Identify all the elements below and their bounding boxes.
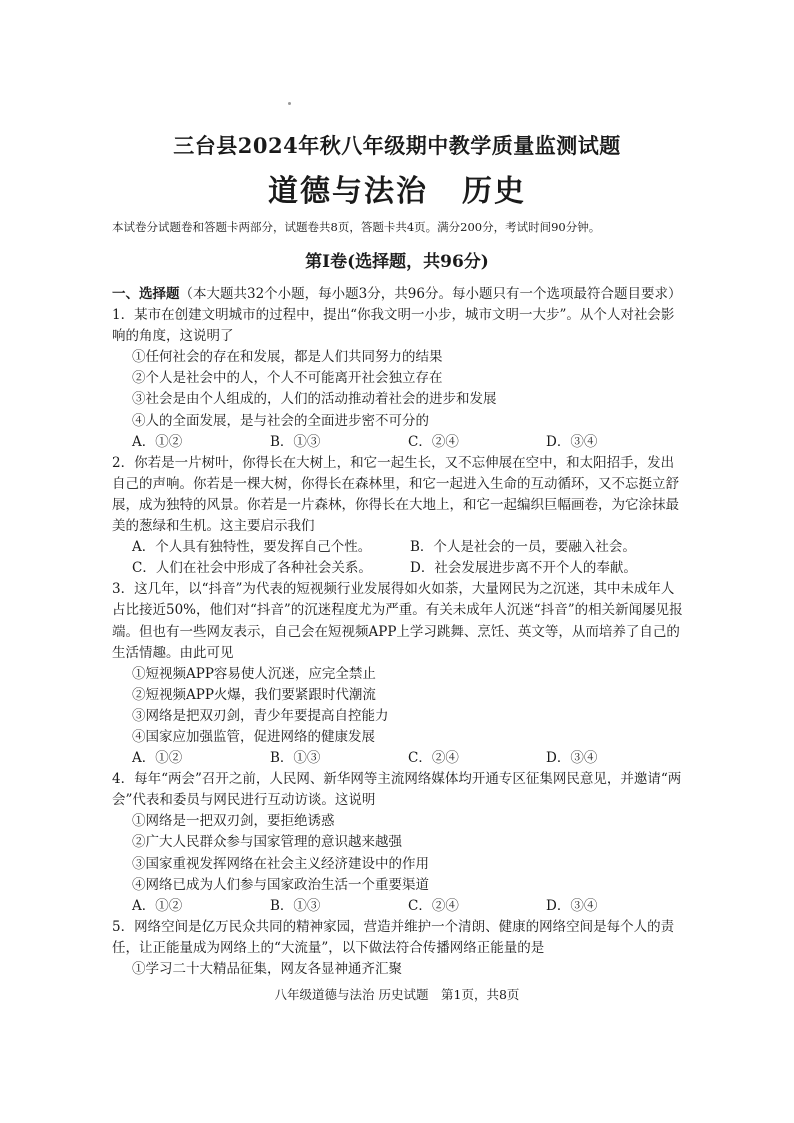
statement-item: ③社会是由个人组成的，人们的活动推动着社会的进步和发展: [132, 391, 497, 408]
option-c: C．②④: [408, 433, 459, 450]
question-3: [112, 579, 694, 769]
answer-options: [112, 432, 694, 453]
statement-item: ④人的全面发展，是与社会的全面进步密不可分的: [132, 412, 429, 429]
subject-morality-law: 道德与法治: [268, 174, 428, 209]
question-stem-line: 5．网络空间是亿万民众共同的精神家园，营造并维护一个清朗、健康的网络空间是每个人的责: [112, 918, 675, 935]
answer-options: [112, 537, 694, 558]
question-stem-line: 展，成为独特的风景。你若是一片森林，你得长在大地上，和它一起编织巨幅画卷，为它涂抹最: [112, 496, 679, 513]
part-title: 第Ⅰ卷(选择题，共96分): [305, 252, 489, 272]
question-stem-line: 端。但也有一些网友表示，自己会在短视频APP上学习跳舞、烹饪、英文等，从而培养了自己的: [112, 623, 680, 640]
option-d: D．③④: [546, 433, 598, 450]
option-a: A．①②: [132, 897, 183, 914]
question-5: [112, 917, 694, 980]
question-stem-line: 会”代表和委员与网民进行互动访谈。这说明: [112, 792, 376, 809]
option-b: B．①③: [270, 750, 321, 767]
statement-item: ③网络是把双刃剑，青少年要提高自控能力: [132, 707, 389, 724]
statement-item: ①短视频APP容易使人沉迷，应完全禁止: [132, 665, 376, 682]
question-stem-line: 3．这几年，以“抖音”为代表的短视频行业发展得如火如荼，大量网民为之沉迷，其中未成年人: [112, 581, 675, 598]
question-2: [112, 453, 694, 580]
question-1: [112, 305, 694, 453]
scan-speck: [288, 102, 291, 105]
question-stem-line: 2．你若是一片树叶，你得长在大树上，和它一起生长，又不忘伸展在空中，和太阳招手，发出: [112, 454, 675, 471]
question-stem-line: 占比接近50%，他们对“抖音”的沉迷程度尤为严重。有关未成年人沉迷“抖音”的相关新闻屡见报: [112, 602, 683, 619]
statement-item: ①网络是一把双刃剑，要拒绝诱惑: [132, 813, 335, 830]
statement-item: ②短视频APP火爆，我们要紧跟时代潮流: [132, 686, 376, 703]
exam-title: 三台县2024年秋八年级期中教学质量监测试题: [173, 133, 621, 158]
statement-item: ④网络已成为人们参与国家政治生活一个重要渠道: [132, 876, 429, 893]
section-heading-note: （本大题共32个小题，每小题3分，共96分。每小题只有一个选项最符合题目要求）: [179, 286, 682, 302]
option-d: D．③④: [546, 897, 598, 914]
question-stem-line: 生活情趣。由此可见: [112, 644, 234, 661]
statement-item: ④国家应加强监管，促进网络的健康发展: [132, 728, 375, 745]
section-heading-label: 一、选择题: [112, 286, 180, 302]
question-stem-line: 4．每年“两会”召开之前，人民网、新华网等主流网络媒体均开通专区征集网民意见，并邀请“两: [112, 771, 682, 788]
question-4: [112, 769, 694, 917]
question-stem-line: 1．某市在创建文明城市的过程中，提出“你我文明一小步，城市文明一大步”。从个人对社会影: [112, 307, 675, 324]
option-a: A．①②: [132, 433, 183, 450]
section-heading: [112, 284, 694, 305]
option-b: B．①③: [270, 897, 321, 914]
option-d: D．③④: [546, 750, 598, 767]
option-c: C．人们在社会中形成了各种社会关系。: [132, 560, 372, 577]
statement-item: ③国家重视发挥网络在社会主义经济建设中的作用: [132, 855, 429, 872]
exam-subject: [0, 166, 794, 210]
statement-item: ②个人是社会中的人，个人不可能离开社会独立存在: [132, 370, 443, 387]
answer-options: [112, 896, 694, 917]
statement-item: ②广大人民群众参与国家管理的意识越来越强: [132, 834, 402, 851]
answer-options: [112, 748, 694, 769]
option-a: A．①②: [132, 750, 183, 767]
question-stem-line: 自己的声响。你若是一棵大树，你得长在森林里，和它一起进入生命的互动循环，又不忘挺立舒: [112, 475, 679, 492]
answer-options: [112, 558, 694, 579]
option-b: B．①③: [270, 433, 321, 450]
questions-area: [112, 284, 694, 980]
option-a: A．个人具有独特性，要发挥自己个性。: [132, 539, 372, 556]
exam-instructions: 本试卷分试题卷和答题卡两部分，试题卷共8页，答题卡共4页。满分200分，考试时间90分钟。: [112, 220, 601, 234]
option-c: C．②④: [408, 897, 459, 914]
subject-history: 历史: [462, 174, 526, 209]
question-stem-line: 美的葱绿和生机。这主要启示我们: [112, 518, 315, 535]
question-stem-line: 响的角度，这说明了: [112, 328, 234, 345]
option-c: C．②④: [408, 750, 459, 767]
page-footer: 八年级道德与法治 历史试题 第1页，共8页: [274, 987, 520, 1002]
statement-item: ①任何社会的存在和发展，都是人们共同努力的结果: [132, 349, 443, 366]
question-stem-line: 任，让正能量成为网络上的“大流量”，以下做法符合传播网络正能量的是: [112, 939, 545, 956]
option-b: B．个人是社会的一员，要融入社会。: [410, 539, 636, 556]
option-d: D．社会发展进步离不开个人的奉献。: [410, 560, 637, 577]
statement-item: ①学习二十大精品征集，网友各显神通齐汇聚: [132, 961, 402, 977]
